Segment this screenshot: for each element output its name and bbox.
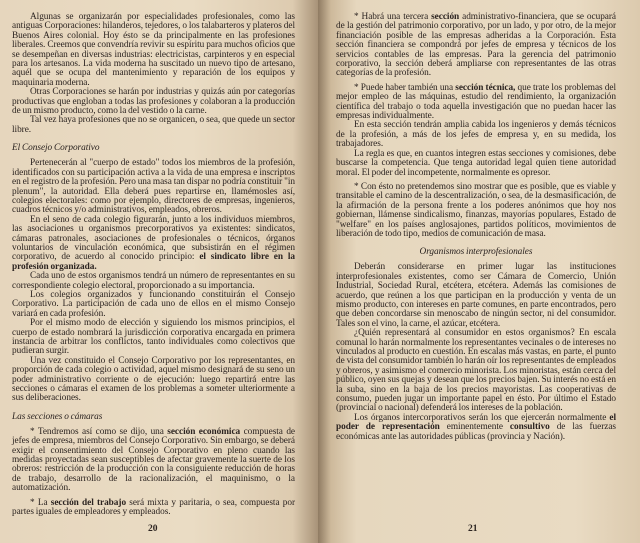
paragraph: [12, 319, 295, 357]
text: En esta sección tendrán amplia cabida los ingenieros y demás técnicos de la profesión, a más de los jefes de empresa y, en su medida, los trabajadores.: [336, 120, 616, 150]
left-page: [0, 0, 318, 543]
paragraph: [336, 84, 616, 122]
bold-text: sección técnica,: [455, 82, 516, 93]
text: que trate los problemas del mejor empleo de las máquinas, estudio del rendimiento, la organización científica del trabajo o toda aquella investigación que no puedan hacer las empresas individualmente.: [336, 82, 616, 122]
organismos-paragraphs: [336, 263, 616, 442]
organismos-section: [336, 247, 616, 442]
bold-text: sección económica: [167, 426, 241, 437]
text: Los órganos intercorporativos serán los que ejercerán normalmente: [354, 412, 610, 423]
secciones-section: [12, 412, 295, 518]
text: * Puede haber también una: [354, 82, 456, 93]
text: Los colegios organizados y funcionando constituirán el Consejo Corporativo. La participación de cada uno de ellos en el mismo Consejo variará en cada profesión.: [12, 289, 295, 319]
intro-paragraphs: [12, 13, 295, 135]
text: * Habrá una tercera: [354, 12, 432, 22]
secciones-paragraphs: [336, 13, 616, 239]
text: de las fuerzas económicas ante las autoridades públicas (provincia y Nación).: [336, 422, 616, 442]
text: * Con ésto no pretendemos sino mostrar que es posible, que es viable y transitable el camino de la descentralización, o sea, de la desmasificación, de la afirmación de la persona frente a los poderes anónimos que hoy nos gobiernan, llámense sindicalismo, finanzas, mayorías populares, Estado de "welfare" en los países anglosajones, partidos políticos, movimientos de liberación de todo tipo, medios de comunicación de masa.: [336, 181, 616, 239]
text: Deberán considerarse en primer lugar las instituciones interprofesionales existentes, como ser Cámara de Comercio, Unión Industrial, Sociedad Rural, etcétera, etcétera. Además las comisiones de acuerdo, que reúnen a los que participan en la producción y venta de un mismo producto, con intereses en parte comunes, en parte encontrados, pero que deben concordarse sin menoscabo de ningún sector, ni del consumidor. Tales son el vino, la carne, el azúcar, etcétera.: [336, 262, 616, 329]
consejo-section: [12, 143, 295, 404]
paragraph: [12, 428, 295, 494]
text: Tal vez haya profesiones que no se organicen, o sea, que quede un sector libre.: [12, 115, 295, 135]
page-number: 21: [468, 523, 478, 534]
secciones-paragraphs: [12, 428, 295, 518]
section-heading: Las secciones o cámaras: [12, 411, 103, 422]
paragraph: [336, 329, 616, 414]
paragraph: [336, 150, 616, 178]
paragraph: [12, 499, 295, 518]
text: La regla es que, en cuantos integren estas secciones y comisiones, debe buscarse la competencia. Que tenga autoridad legal quien tiene autoridad moral. El poder del incompetente, normalmente es opresor.: [336, 148, 616, 178]
text: compuesta de jefes de empresa, miembros del Consejo Corporativo. Sin embargo, se deberá exigir el consentimiento del Consejo Corporativo en pleno cuando las medidas proyectadas sean susceptibles de afectar gravemente la suerte de los obreros: restricción de la producción con la consiguiente reducción de horas de trabajo, desarrollo de la racionalización, el maquinismo, o la automatización.: [12, 426, 295, 494]
paragraph: [12, 291, 295, 319]
paragraph: [12, 216, 295, 272]
text: Algunas se organizarán por especialidades profesionales, como las antiguas Corporaciones: hilanderos, tejedores, o los talabarteros y plateros del Buenos Aires colonial. Hoy ésto se da principalmente en las profesiones liberales. Creemos que convendría revivir su espíritu para muchos oficios que se desempeñan en diversas industrias: electricistas, carpinteros y en especial para los artesanos. La vida moderna ha suscitado un nuevo tipo de artesano, aquél que se ocupa del mantenimiento y reparación de los equipos y maquinaria moderna.: [12, 12, 295, 88]
secciones-continued: [336, 13, 616, 239]
right-page: [318, 0, 640, 543]
text: eminentemente: [439, 422, 510, 433]
page-number: 20: [148, 523, 158, 534]
paragraph: [336, 263, 616, 329]
text: Por el mismo modo de elección y siguiendo los mismos principios, el cuerpo de estado nombrará la jurisdicción corporativa encargada en primera instancia de arbitrar los conflictos, tanto individuales como colectivos que pudieran surgir.: [12, 318, 295, 357]
bold-text: sección del trabajo: [50, 497, 127, 508]
paragraph: [12, 13, 295, 88]
bold-text: sección: [431, 12, 460, 22]
section-heading: El Consejo Corporativo: [12, 143, 100, 154]
bold-text: el sindicato libre en la profesión organizada.: [12, 252, 295, 272]
text: * Tendremos así como se dijo, una: [30, 426, 168, 437]
bold-text: el poder de representación: [336, 412, 616, 433]
paragraph: [336, 13, 616, 79]
paragraph: [336, 183, 616, 239]
page-spacer: [336, 442, 616, 523]
bold-text: consultivo: [509, 422, 550, 433]
text: * La: [30, 497, 51, 508]
paragraph: [336, 121, 616, 149]
paragraph: [12, 357, 295, 404]
text: Pertenecerán al "cuerpo de estado" todos los miembros de la profesión, identificados con su participación activa a la vida de una empresa e inscriptos en el registro de la profesión. Pero una masa tan dispar no podría constituir "in plenum", la autoridad. Ella deberá pues repartirse en, llamémosles así, colegios electorales: como por ejemplo, directores de empresas, ingenieros, cuadros técnicos y/o administrativos, empleados, obreros.: [12, 158, 295, 216]
section-heading: Organismos interprofesionales: [419, 247, 533, 258]
paragraph: [12, 159, 295, 215]
text: Cada uno de estos organismos tendrá un número de representantes en su correspondiente colegio electoral, proporcionado a su importancia.: [12, 271, 295, 291]
paragraph: [336, 414, 616, 442]
text: En el seno de cada colegio figurarán, junto a los individuos miembros, las asociaciones u organismos precorporativos ya existentes: sindicatos, cámaras patronales, asociaciones de profesionales o técnicos, órganos voluntarios de vinculación económica, que subsistirán en el régimen corporativo, de acuerdo al conocido principio:: [12, 214, 295, 263]
text: ¿Quién representará al consumidor en estos organismos? En escala comunal lo harán normalmente los representantes vecinales o de intereses no vinculados al producto en cuestión. En escalas más vastas, en parte, el punto de vista del consumidor también lo harán oír los representantes de empleados y obreros, y asimismo el comercio minorista. Los minoristas, están cerca del público, oyen sus quejas y desean que los precios bajen. Su interés no está en la suba, sino en la baja de los precios mayoristas. Las cooperativas de consumo, pueden jugar un importante papel en ésto. Por último el Estado (provincial o nacional) defenderá los intereses de la población.: [336, 328, 616, 414]
text: Una vez constituido el Consejo Corporativo por los representantes, en proporción de cada colegio o actividad, aquel mismo designará de su seno un poder administrativo corriente o de ejecución: luego repartirá entre las secciones o cámaras el examen de los problemas a someter ulteriormente a sus deliberaciones.: [12, 355, 295, 404]
consejo-paragraphs: [12, 159, 295, 404]
paragraph: [12, 116, 295, 135]
text: será mixta y paritaria, o sea, compuesta por partes iguales de empleadores y empleados.: [12, 497, 295, 518]
text: Otras Corporaciones se harán por industrias y quizás aún por categorías productivas que engloban a todas las profesiones y colaboran a la producción de un mismo producto, como la del vestido o la carne.: [12, 87, 295, 117]
text: administrativo-financiera, que se ocupará de la gestión del patrimonio corporativo, por un lado, y por otro, de la mejor financiación posible de las empresas adheridas a la Corporación. Esta sección financiera se compondrá por jefes de empresa y técnicos de los servicios contables de las empresas. Para la gerencia del patrimonio corporativo, la sección deberá ampliarse con representantes de las otras categorías de la profesión.: [336, 12, 616, 79]
paragraph: [12, 88, 295, 116]
paragraph: [12, 272, 295, 291]
